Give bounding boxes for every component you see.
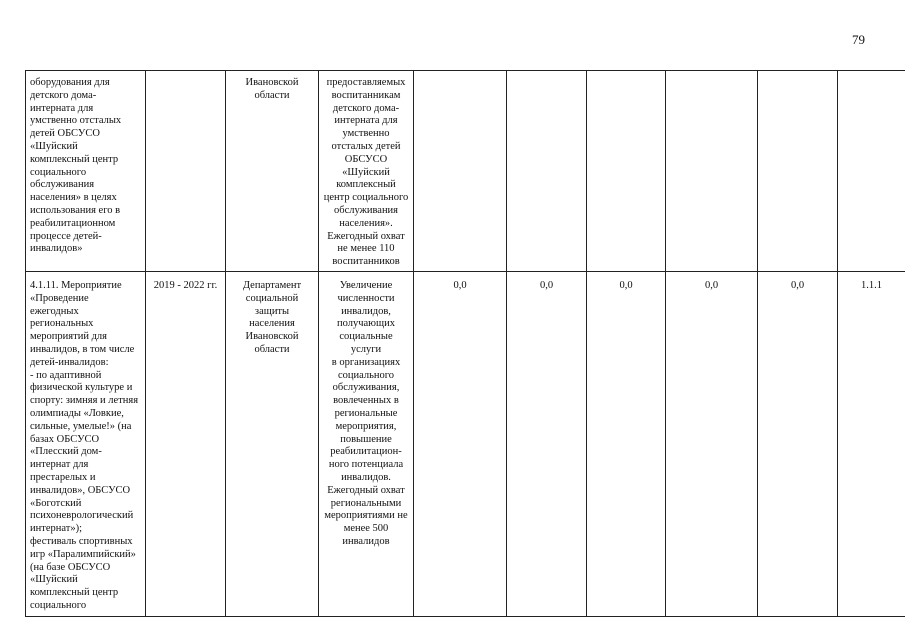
- measure-name-cell: 4.1.11. Мероприятие «Проведение ежегодных региональных мероприятий для инвалидов, в том числе детей-инвалидов: - по адаптивной физической культуре и спорту: зимняя и летняя олимпиады «Ловкие, сильные, умелые!» (на базах ОБСУСО «Плесский дом- интернат для престарелых и инвалидов», ОБСУСО «Боготский психоневрологический интернат»); фестиваль спортивных игр «Паралимпийский» (на базе ОБСУСО «Шуйский комплексный центр социального: [26, 272, 146, 617]
- executor-cell: Ивановской области: [226, 71, 319, 272]
- value-cell: 0,0: [414, 272, 507, 617]
- executor-cell: Департамент социальной защиты населения Ивановской области: [226, 272, 319, 617]
- value-cell: [587, 71, 666, 272]
- period-cell: [146, 71, 226, 272]
- period-cell: 2019 - 2022 гг.: [146, 272, 226, 617]
- value-cell: 0,0: [507, 272, 587, 617]
- value-cell: 0,0: [666, 272, 758, 617]
- value-cell: [507, 71, 587, 272]
- measure-name-cell: оборудования для детского дома- интерната для умственно отсталых детей ОБСУСО «Шуйский комплексный центр социального обслуживания населения» в целях использования его в реабилитационном процессе детей- инвалидов»: [26, 71, 146, 272]
- value-cell: [758, 71, 838, 272]
- result-cell: Увеличение численности инвалидов, получающих социальные услуги в организациях социального обслуживания, вовлеченных в региональные мероприятия, повышение реабилитацион- ного потенциала инвалидов. Ежегодный охват региональными мероприятиями не менее 500 инвалидов: [319, 272, 414, 617]
- result-cell: предоставляемых воспитанникам детского дома- интерната для умственно отсталых детей ОБСУСО «Шуйский комплексный центр социального обслуживания населения». Ежегодный охват не менее 110 воспитанников: [319, 71, 414, 272]
- indicator-code-cell: [838, 71, 905, 272]
- page-number: 79: [852, 32, 865, 47]
- value-cell: 0,0: [587, 272, 666, 617]
- table-row: [26, 272, 905, 617]
- value-cell: 0,0: [758, 272, 838, 617]
- table-row: [26, 71, 905, 272]
- value-cell: [414, 71, 507, 272]
- indicator-code-cell: 1.1.1: [838, 272, 905, 617]
- program-table: [25, 70, 905, 617]
- value-cell: [666, 71, 758, 272]
